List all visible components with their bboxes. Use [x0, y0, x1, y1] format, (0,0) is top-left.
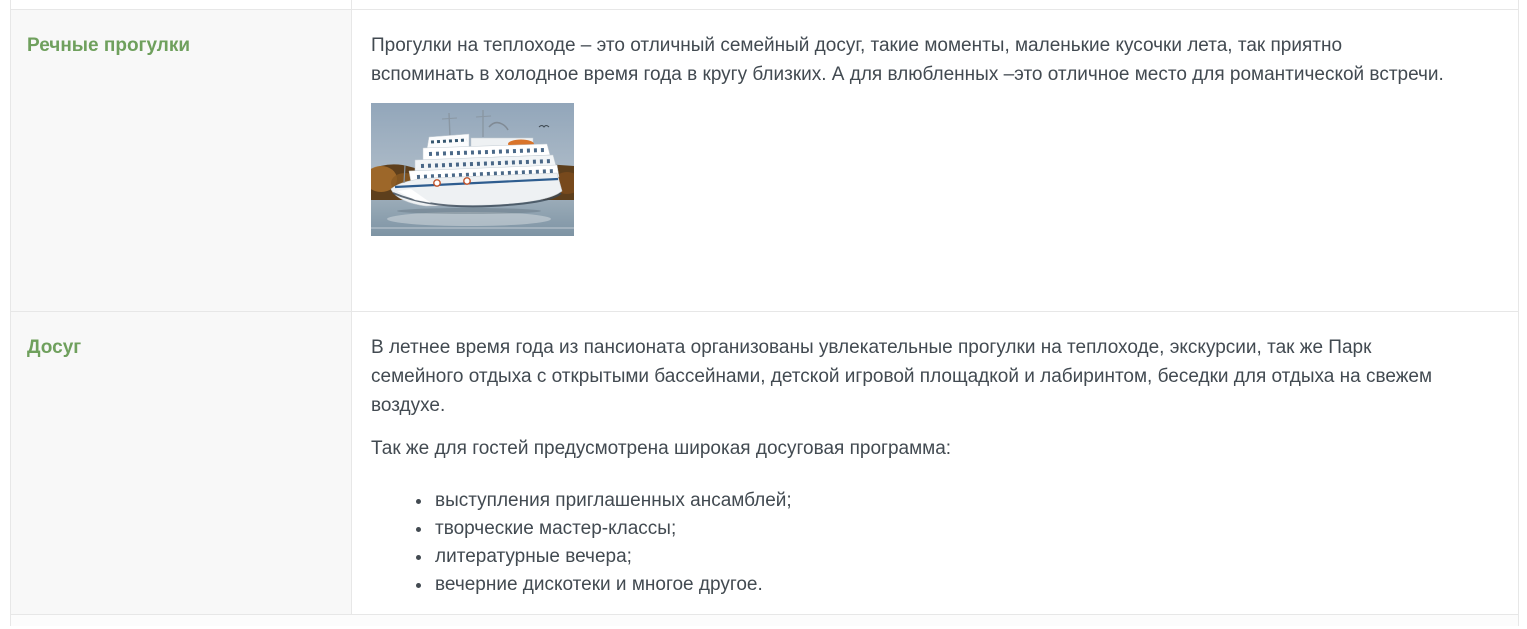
previous-row-fragment: [11, 0, 1518, 10]
table-row-leisure: [11, 312, 1518, 615]
row-label-cell: [11, 10, 352, 311]
river-cruise-ship-photo: [371, 103, 574, 236]
table-row-river-walks: [11, 10, 1518, 312]
row-title-leisure: Досуг: [27, 337, 82, 358]
river-walks-paragraph: Прогулки на теплоходе – это отличный семейный досуг, такие моменты, маленькие кусочки лета, так приятно вспоминать в холодное время года в кругу близких. А для влюбленных –это отличное место для романтической встречи.: [371, 35, 1444, 85]
previous-row-label-cell: [11, 0, 352, 9]
row-label-cell: [11, 312, 352, 614]
row-content-cell: [352, 312, 1518, 614]
row-title-river-walks: Речные прогулки: [27, 35, 191, 56]
leisure-paragraph-2: Так же для гостей предусмотрена широкая досуговая программа:: [371, 438, 952, 459]
row-content-cell: [352, 10, 1518, 311]
list-item: • вечерние дискотеки и многое другое.: [433, 571, 1448, 598]
list-item: • выступления приглашенных ансамблей;: [433, 487, 1448, 514]
leisure-program-list: [371, 487, 1448, 598]
previous-row-content-cell: [352, 0, 1518, 9]
info-table: [10, 0, 1519, 626]
list-item: • творческие мастер-классы;: [433, 515, 1448, 542]
list-item: • литературные вечера;: [433, 543, 1448, 570]
leisure-paragraph-1: В летнее время года из пансионата организованы увлекательные прогулки на теплоходе, экскурсии, так же Парк семейного отдыха с открытыми бассейнами, детской игровой площадкой и лабиринтом, беседки для отдыха на свежем воздухе.: [371, 337, 1433, 416]
next-row-fragment: [11, 615, 1518, 626]
